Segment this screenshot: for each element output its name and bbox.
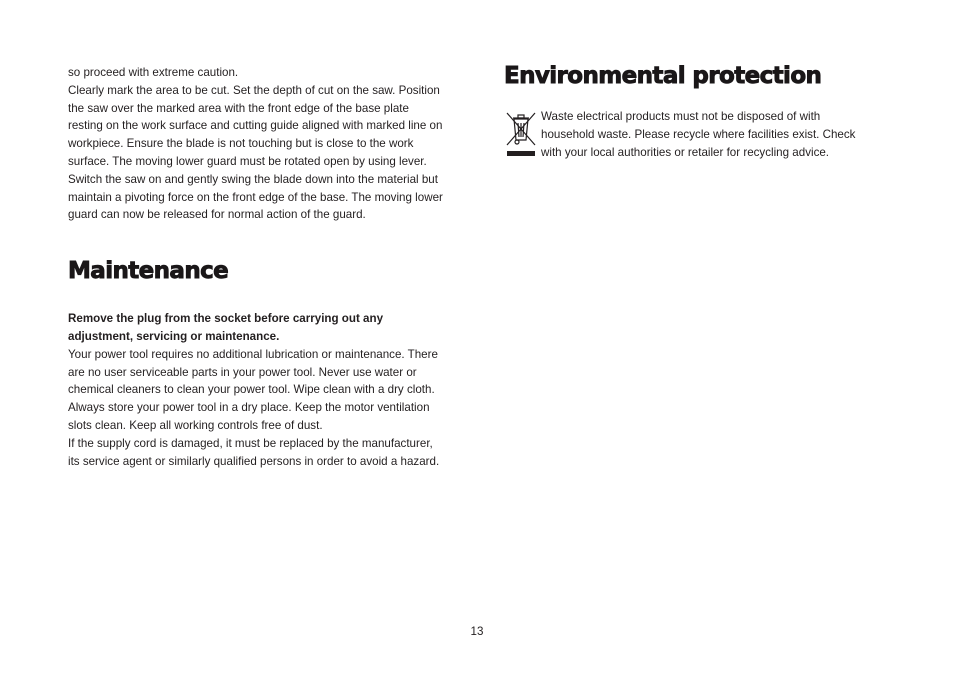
cutting-instructions: Clearly mark the area to be cut. Set the depth of cut on the saw. Position the saw over the marked area with the front edge of the base plate resting on the work surface and cutting guide aligned with marked line on workpiece. Ensure the blade is not touching but is close to the work surface. The moving lower guard must be rotated open by using lever. Switch the saw on and gently swing the blade down into the material but maintain a pivoting force on the front edge of the base. The moving lower guard can now be released for normal action of the guard. bbox=[68, 83, 443, 222]
crossed-out-wheelie-bin-icon bbox=[504, 110, 538, 162]
page-number: 13 bbox=[470, 625, 484, 638]
environmental-text: Waste electrical products must not be disposed of with household waste. Please recycle where facilities exist. Check with your local authorities or retailer for recycling advice. bbox=[541, 110, 856, 159]
supply-cord-note: If the supply cord is damaged, it must be replaced by the manufacturer, its service agent or similarly qualified persons in order to avoid a hazard. bbox=[68, 436, 440, 468]
environmental-protection-heading: Environmental protection bbox=[504, 63, 822, 89]
maintenance-warning: Remove the plug from the socket before carrying out any adjustment, servicing or maintenance. bbox=[68, 312, 384, 343]
maintenance-heading: Maintenance bbox=[68, 258, 229, 285]
environmental-section bbox=[504, 108, 864, 162]
maintenance-body: Your power tool requires no additional lubrication or maintenance. There are no user serviceable parts in your power tool. Never use water or chemical cleaners to clean your power tool. Wipe clean with a dry cloth. Always store your power tool in a dry place. Keep the motor ventilation slots clean. Keep all working controls free of dust. bbox=[68, 347, 438, 432]
left-column bbox=[68, 64, 446, 470]
intro-caution: so proceed with extreme caution. bbox=[68, 66, 239, 79]
